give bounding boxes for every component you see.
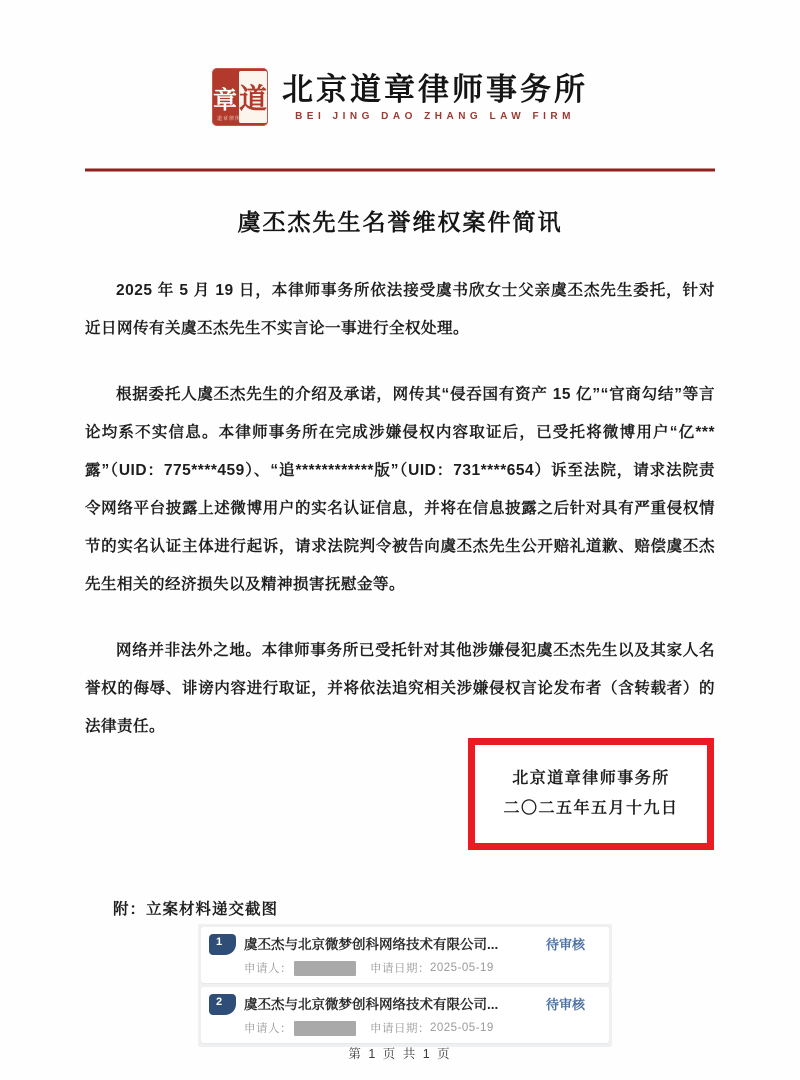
signature-highlight-box [468, 738, 714, 850]
case-number-badge: 2 [209, 994, 236, 1015]
letterhead [0, 68, 800, 126]
case-filing-row [201, 927, 609, 983]
document-title: 虞丕杰先生名誉维权案件简讯 [237, 209, 563, 235]
case-row-main [209, 994, 599, 1015]
seal-sub-text: 道章律所 [217, 116, 242, 122]
apply-date-value: 2025-05-19 [430, 962, 494, 974]
firm-name-english: BEI JING DAO ZHANG LAW FIRM [295, 111, 575, 122]
attachment-label: 附：立案材料递交截图 [113, 901, 279, 918]
applicant-redaction-box [294, 961, 356, 976]
apply-date-value: 2025-05-19 [430, 1022, 494, 1034]
page-number-indicator: 第 1 页 共 1 页 [348, 1047, 452, 1061]
paragraph-1: 2025 年 5 月 19 日，本律师事务所依法接受虞书欣女士父亲虞丕杰先生委托，针对近日网传有关虞丕杰先生不实言论一事进行全权处理。 [85, 282, 715, 337]
letterhead-divider-rule [85, 168, 715, 172]
signature-firm-name: 北京道章律师事务所 [512, 770, 670, 787]
law-firm-seal-icon [212, 68, 268, 126]
case-filing-screenshot [198, 924, 612, 1047]
case-row-main [209, 934, 599, 955]
paragraph-2: 根据委托人虞丕杰先生的介绍及承诺，网传其“侵吞国有资产 15 亿”“官商勾结”等言论均系不实信息。本律师事务所在完成涉嫌侵权内容取证后，已受托将微博用户“亿***露”（UID：775****459）、“追************版”（UID：731****654）诉至法院，请求法院责令网络平台披露上述微博用户的实名认证信息，并将在信息披露之后针对具有严重侵权情节的实名认证主体进行起诉，请求法院判令被告向虞丕杰先生公开赔礼道歉、赔偿虞丕杰先生相关的经济损失以及精神损害抚慰金等。 [85, 386, 715, 593]
firm-names [282, 72, 588, 122]
case-title: 虞丕杰与北京微梦创科网络技术有限公司... [244, 997, 499, 1012]
signature-date: 二〇二五年五月十九日 [503, 800, 679, 817]
paragraph-3: 网络并非法外之地。本律师事务所已受托针对其他涉嫌侵犯虞丕杰先生以及其家人名誉权的侮辱、诽谤内容进行取证，并将依法追究相关涉嫌侵权言论发布者（含转载者）的法律责任。 [85, 642, 715, 735]
applicant-redaction-box [294, 1021, 356, 1036]
applicant-label: 申请人： [244, 963, 292, 975]
case-row-meta [244, 1020, 599, 1036]
firm-name-chinese: 北京道章律师事务所 [282, 72, 588, 107]
applicant-label: 申请人： [244, 1023, 292, 1035]
case-row-meta [244, 960, 599, 976]
case-title: 虞丕杰与北京微梦创科网络技术有限公司... [244, 937, 499, 952]
case-status-badge: 待审核 [545, 937, 585, 952]
apply-date-label: 申请日期： [370, 1023, 430, 1035]
case-number-badge: 1 [209, 934, 236, 955]
case-status-badge: 待审核 [545, 997, 585, 1012]
document-body [85, 272, 715, 774]
seal-char-left: 章 [213, 87, 237, 114]
case-filing-row [201, 987, 609, 1043]
seal-char-right: 道 [239, 71, 267, 123]
apply-date-label: 申请日期： [370, 963, 430, 975]
